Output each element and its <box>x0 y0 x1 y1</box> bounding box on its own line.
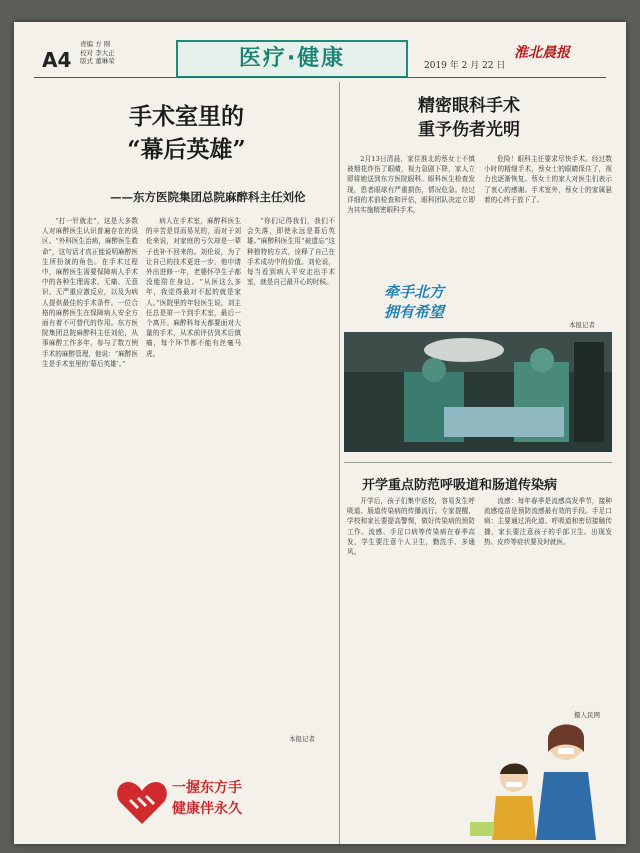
family-cartoon <box>466 712 612 840</box>
editor-line: 版式 董琳荣 <box>80 57 115 65</box>
article2-column-1 <box>347 154 475 278</box>
article-text: 2月13日清晨，家住淮北的蔡女士不慎被烟花炸伤了眼睛，视力急剧下降，家人立即将她送到东方医院眼科。眼科医生检查发现，患者眼球有严重损伤，情况危急。经过详细的术前检查和评估，眼科团队决定立即为其实施精密眼科手术。 <box>347 155 475 215</box>
article-text: “打一针就走”，这是大多数人对麻醉医生认识普遍存在的误区。“外科医生治病，麻醉医生救命”，这句话才真正能说明麻醉医生所扮演的角色。在手术过程中，麻醉医生需要保障病人手术中的各种生理需求，无痛、无意识、无严重应激反应，以及为病人提供最佳的手术条件。一位合格的麻醉医生在保障病人安全方面有着不可替代的作用。东方医院集团总院麻醉科主任刘伦，从事麻醉工作多年，参与了数万例手术的麻醉管理，他说：“麻醉医生是手术室里的‘幕后英雄’。” <box>42 217 138 368</box>
masthead <box>14 22 626 74</box>
headline-line: 精密眼科手术 <box>418 96 520 116</box>
article1-headline <box>84 100 289 166</box>
article1-credit: 本报记者 <box>289 735 315 743</box>
editor-line: 责编 方 刚 <box>80 40 111 48</box>
article1-column-3 <box>247 216 335 716</box>
issue-date: 2019 年 2 月 22 日 <box>424 61 506 71</box>
headline-line: 重予伤者光明 <box>418 120 520 140</box>
editor-line: 校对 李大正 <box>80 48 115 57</box>
article2-slogan <box>354 282 474 322</box>
editor-credits <box>80 40 115 66</box>
column-divider <box>339 82 340 844</box>
section-divider <box>344 462 612 463</box>
article-text: 流感：每年春季是流感高发季节，接种流感疫苗是预防流感最有效的手段。手足口病：主要通过消化道、呼吸道和密切接触传播，家长要注意孩子的手部卫生。出现发热、皮疹等症状要及时就医。 <box>484 497 612 546</box>
newspaper-page <box>14 22 626 844</box>
article1-column-2 <box>146 216 241 716</box>
article2-column-2 <box>484 154 612 319</box>
paper-logo: 淮北晨报 <box>514 45 570 61</box>
section-title: 医疗·健康 <box>176 40 408 78</box>
article1-column-1 <box>42 216 138 716</box>
family-illustration-icon <box>466 712 612 840</box>
article-text: “你们记得我们，我们不会失落，即使永远是幕后英雄。”麻醉科医生用“被遗忘”这种独特的方式，诠释了自己在手术成功中的价值。刘伦说，每当看到病人平安走出手术室，就是自己最开心的时候。 <box>247 217 335 287</box>
article3-column-2 <box>484 496 612 706</box>
ad-slogan <box>172 778 242 820</box>
article3-credit: 摄人民网 <box>574 711 600 719</box>
slogan-line: 拥有希望 <box>383 303 444 321</box>
article2-credit: 本报记者 <box>569 321 595 329</box>
article3-headline: 开学重点防范呼吸道和肠道传染病 <box>362 478 558 493</box>
article1-subheadline: ——东方医院集团总院麻醉科主任刘伦 <box>110 190 306 204</box>
article2-headline <box>384 94 554 142</box>
headline-line: “幕后英雄” <box>127 136 246 163</box>
masthead-divider <box>34 77 606 78</box>
headline-line: 手术室里的 <box>129 103 244 130</box>
ad-banner <box>114 774 304 839</box>
slogan-line: 牵手北方 <box>383 283 444 301</box>
article-text: 危险！眼科主任要求尽快手术。经过数小时的精细手术，蔡女士的眼睛保住了，视力也逐渐恢复。蔡女士的家人对医生们表示了衷心的感谢。手术室外，蔡女士的家属悬着的心终于放下了。 <box>484 155 612 204</box>
article-text: 病人在手术室，麻醉科医生的辛苦是显而易见的，而对于刘伦来说，对家庭的亏欠却是一辈子也补不回来的。刘伦说，为了让自己的技术更进一步，他申请外出进修一年，老婆怀孕生子都没能陪在身边。“从医这么多年，我觉得最对不起的就是家人。”医院里的年轻医生说，刘主任总是第一个到手术室，最后一个离开。麻醉科每天都要面对大量的手术，从术前评估到术后镇痛，每个环节都不能有丝毫马虎。 <box>146 217 241 358</box>
article-text: 开学后，孩子们集中返校，容易发生呼吸道、肠道传染病的传播流行。专家提醒，学校和家长要提高警惕，做好传染病的预防工作。流感、手足口病等传染病在春季高发，学生要注意个人卫生，勤洗手、多通风。 <box>347 497 475 557</box>
surgery-photo-image <box>344 332 612 452</box>
ad-line: 一握东方手 <box>172 780 242 796</box>
surgery-photo <box>344 332 612 452</box>
heart-hands-icon <box>114 774 170 830</box>
page-number: A4 <box>42 48 72 72</box>
article3-column-1 <box>347 496 475 834</box>
ad-line: 健康伴永久 <box>172 801 242 817</box>
